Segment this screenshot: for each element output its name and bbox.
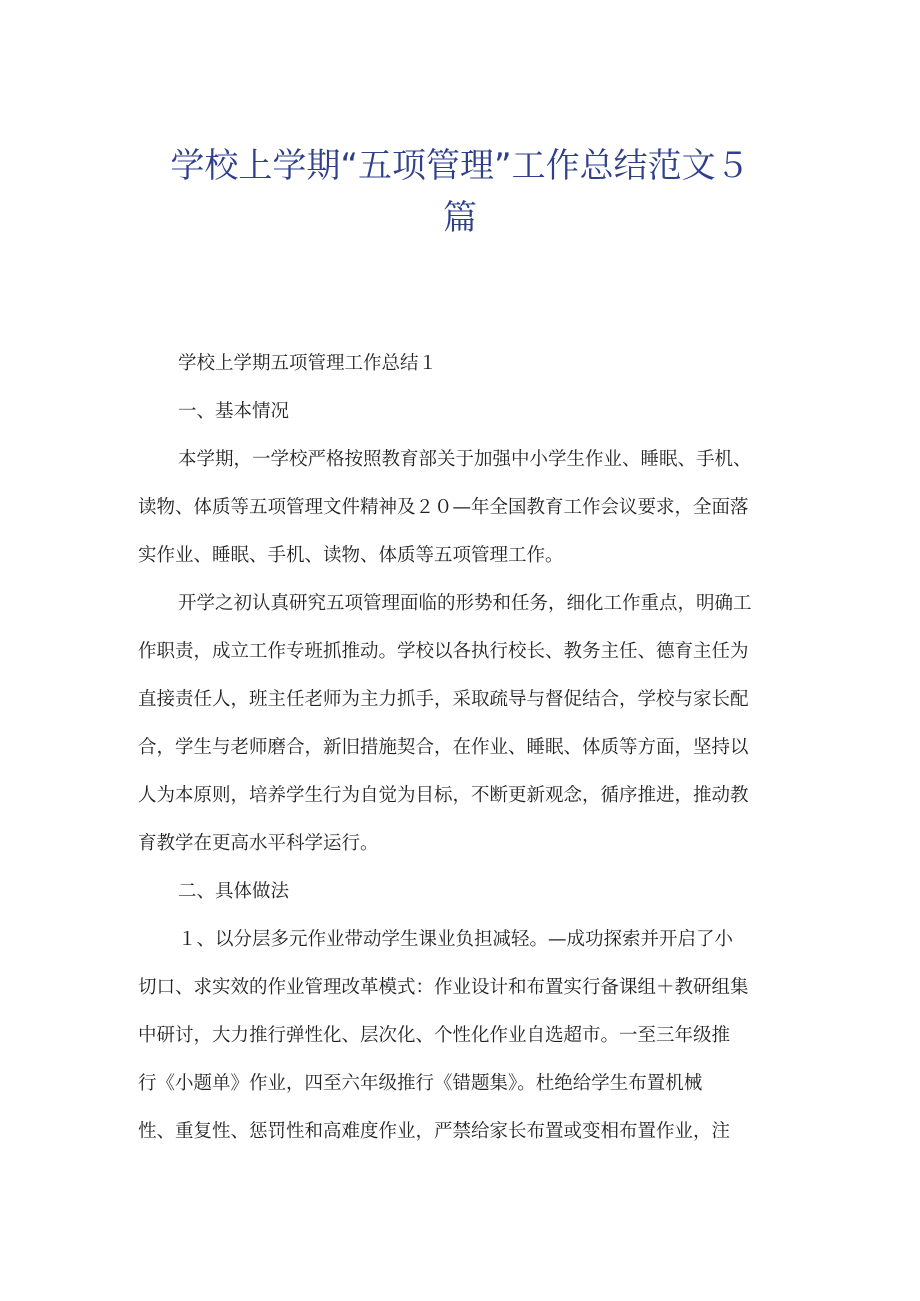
- paragraph-line: 直接责任人，班主任老师为主力抓手，采取疏导与督促结合，学校与家长配: [138, 689, 749, 710]
- heading-basic-situation: 一、基本情况: [178, 401, 290, 422]
- paragraph-line: 性、重复性、惩罚性和高难度作业，严禁给家长布置或变相布置作业，注: [138, 1121, 731, 1142]
- paragraph-line: 育教学在更高水平科学运行。: [138, 833, 379, 854]
- paragraph-line: １、以分层多元作业带动学生课业负担减轻。—成功探索并开启了小: [178, 929, 734, 950]
- document-body: [138, 340, 798, 1156]
- title-line-2: 篇: [443, 198, 477, 238]
- paragraph-line: 合，学生与老师磨合，新旧措施契合，在作业、睡眠、体质等方面，坚持以: [138, 737, 749, 758]
- paragraph-line: 本学期，一学校严格按照教育部关于加强中小学生作业、睡眠、手机、: [178, 449, 752, 470]
- section-title: 学校上学期五项管理工作总结１: [178, 353, 438, 374]
- document-title: [120, 140, 800, 244]
- paragraph-line: 行《小题单》作业，四至六年级推行《错题集》。杜绝给学生布置机械: [138, 1073, 703, 1094]
- paragraph-line: 开学之初认真研究五项管理面临的形势和任务，细化工作重点，明确工: [178, 593, 752, 614]
- paragraph-line: 读物、体质等五项管理文件精神及２０—年全国教育工作会议要求，全面落: [138, 497, 749, 518]
- paragraph-line: 作职责，成立工作专班抓推动。学校以各执行校长、教务主任、德育主任为: [138, 641, 749, 662]
- title-line-1: 学校上学期“五项管理”工作总结范文５: [170, 146, 750, 186]
- paragraph-line: 实作业、睡眠、手机、读物、体质等五项管理工作。: [138, 545, 564, 566]
- paragraph-line: 中研讨，大力推行弹性化、层次化、个性化作业自选超市。一至三年级推: [138, 1025, 731, 1046]
- heading-specific-practices: 二、具体做法: [178, 881, 290, 902]
- paragraph-line: 人为本原则，培养学生行为自觉为目标，不断更新观念，循序推进，推动教: [138, 785, 749, 806]
- paragraph-line: 切口、求实效的作业管理改革模式：作业设计和布置实行备课组＋教研组集: [138, 977, 749, 998]
